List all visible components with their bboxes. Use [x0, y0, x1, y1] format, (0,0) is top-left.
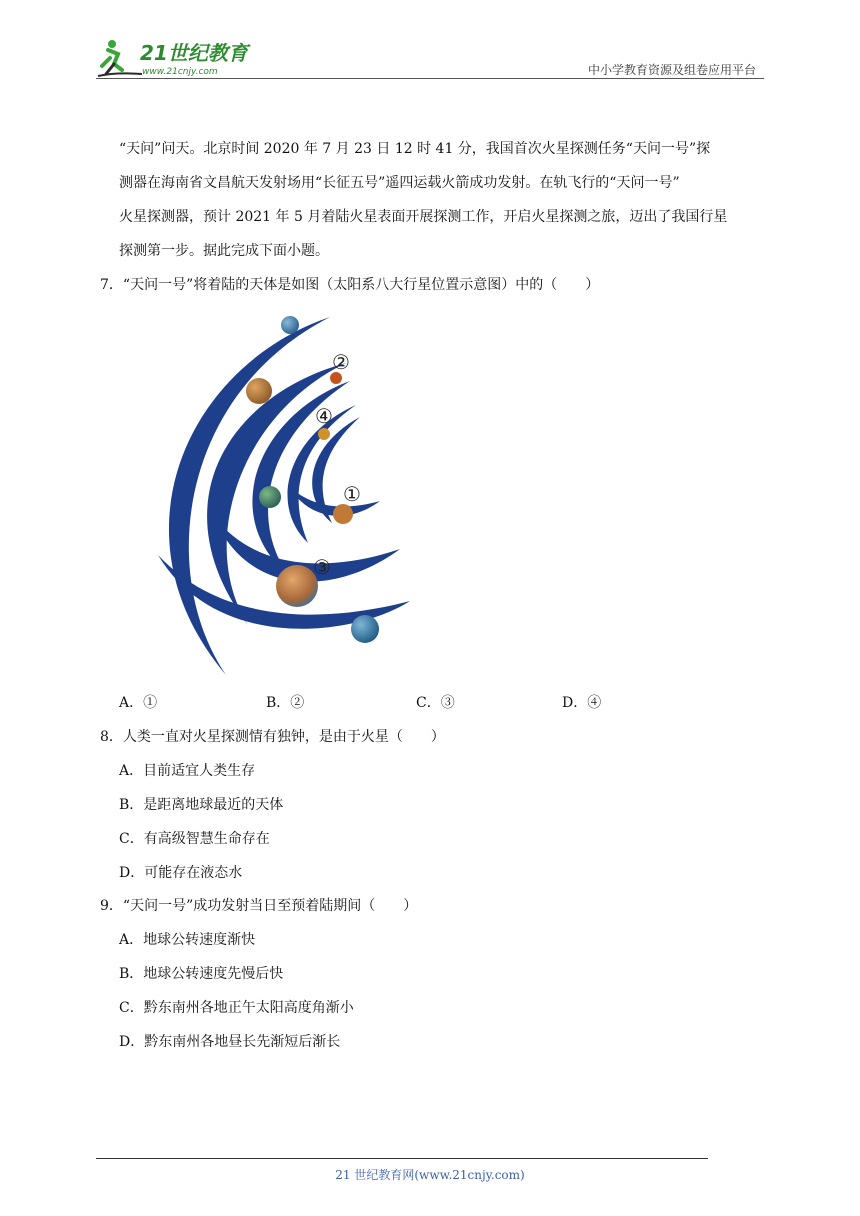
passage-line: 火星探测器，预计 2021 年 5 月着陆火星表面开展探测工作，开启火星探测之旅，迈出了我国行星 [119, 209, 728, 225]
q9-option-d[interactable]: D．黔东南州各地昼长先渐短后渐长 [119, 1034, 341, 1050]
q9-option-b[interactable]: B．地球公转速度先慢后快 [119, 966, 284, 982]
q8-option-c[interactable]: C．有高级智慧生命存在 [119, 831, 270, 847]
runner-icon [98, 40, 142, 76]
q9-option-a[interactable]: A．地球公转速度渐快 [119, 932, 256, 948]
logo-url: www.21cnjy.com [142, 67, 218, 77]
planet-1 [333, 504, 353, 524]
header-divider [96, 78, 764, 79]
earth-like-planet [259, 486, 281, 508]
footer-divider [96, 1158, 708, 1159]
site-logo [96, 36, 266, 80]
logo-text: 21世纪教育 [140, 41, 248, 65]
label-3: ③ [313, 555, 331, 579]
reading-passage [119, 132, 767, 268]
question-9-stem: 9．“天问一号”成功发射当日至预着陆期间（ ） [100, 898, 418, 914]
passage-line: 探测第一步。据此完成下面小题。 [119, 243, 329, 259]
q8-option-a[interactable]: A．目前适宜人类生存 [119, 763, 256, 779]
footer-link[interactable]: 21 世纪教育网(www.21cnjy.com) [335, 1168, 525, 1182]
question-7-stem: 7．“天问一号”将着陆的天体是如图（太阳系八大行星位置示意图）中的（ ） [100, 277, 600, 293]
passage-line: 测器在海南省文昌航天发射场用“长征五号”遥四运载火箭成功发射。在轨飞行的“天问一号” [119, 175, 680, 191]
label-4: ④ [315, 404, 333, 428]
q9-option-c[interactable]: C．黔东南州各地正午太阳高度角渐小 [119, 1000, 354, 1016]
label-1: ① [343, 482, 361, 506]
top-planet [281, 316, 299, 334]
q7-option-c[interactable]: C．③ [416, 695, 455, 711]
passage-line: “天问”问天。北京时间 2020 年 7 月 23 日 12 时 41 分，我国首次火星探测任务“天问一号”探 [119, 141, 711, 157]
outer-planet [351, 615, 379, 643]
q8-option-d[interactable]: D．可能存在液态水 [119, 865, 243, 881]
planet-3 [276, 565, 318, 607]
solar-system-diagram [118, 305, 428, 680]
question-8-stem: 8．人类一直对火星探测情有独钟，是由于火星（ ） [100, 729, 445, 745]
q7-option-b[interactable]: B．② [266, 695, 305, 711]
q8-option-b[interactable]: B．是距离地球最近的天体 [119, 797, 284, 813]
q7-option-d[interactable]: D．④ [562, 695, 602, 711]
header-tagline: 中小学教育资源及组卷应用平台 [587, 63, 756, 77]
planet-4 [318, 428, 330, 440]
saturn-like-planet [246, 378, 272, 404]
q7-option-a[interactable]: A．① [119, 695, 158, 711]
label-2: ② [332, 350, 350, 374]
